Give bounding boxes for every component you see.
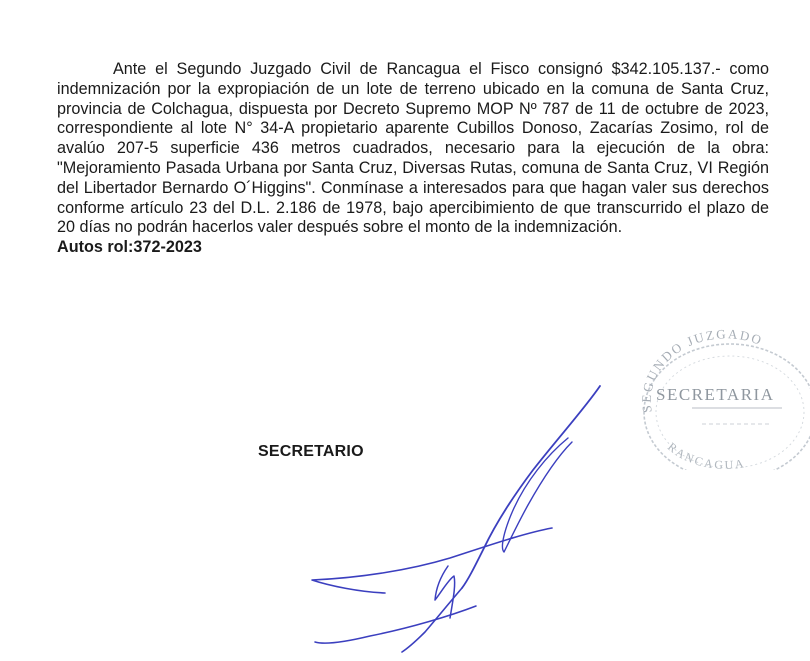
handwritten-signature [290,380,620,655]
court-stamp [612,320,810,470]
stamp-top-text: SEGUNDO JUZGADO [638,326,766,414]
legal-notice [57,60,769,258]
notice-body: Ante el Segundo Juzgado Civil de Rancagua el Fisco consignó $342.105.137.- como indemnización por la expropiación de un lote de terreno ubicado en la comuna de Santa Cruz, provincia de Colchagua, dispuesta por Decreto Supremo MOP Nº 787 de 11 de octubre de 2023, correspondiente al lote N° 34-A propietario aparente Cubillos Donoso, Zacarías Zosimo, rol de avalúo 207-5 superficie 436 metros cuadrados, necesario para la ejecución de la obra: "Mejoramiento Pasada Urbana por Santa Cruz, Diversas Rutas, comuna de Santa Cruz, VI Región del Libertador Bernardo O´Higgins". Conmínase a interesados para que hagan valer sus derechos conforme artículo 23 del D.L. 2.186 de 1978, bajo apercibimiento de que transcurrido el plazo de 20 días no podrán hacerlos valer después sobre el monto de la indemnización. [57,60,769,237]
stamp-bottom-text: RANCAGUA [664,439,747,470]
signature-stroke-horizontal [312,528,552,593]
case-reference: Autos rol:372-2023 [57,238,202,257]
signature-stroke-underline [315,606,476,643]
signature-stroke-initial [435,566,455,618]
signature-stroke-main [462,386,600,588]
stamp-center-text: SECRETARIA [656,385,775,404]
signer-title: SECRETARIO [258,443,364,460]
signature-stroke-loop [502,438,572,552]
